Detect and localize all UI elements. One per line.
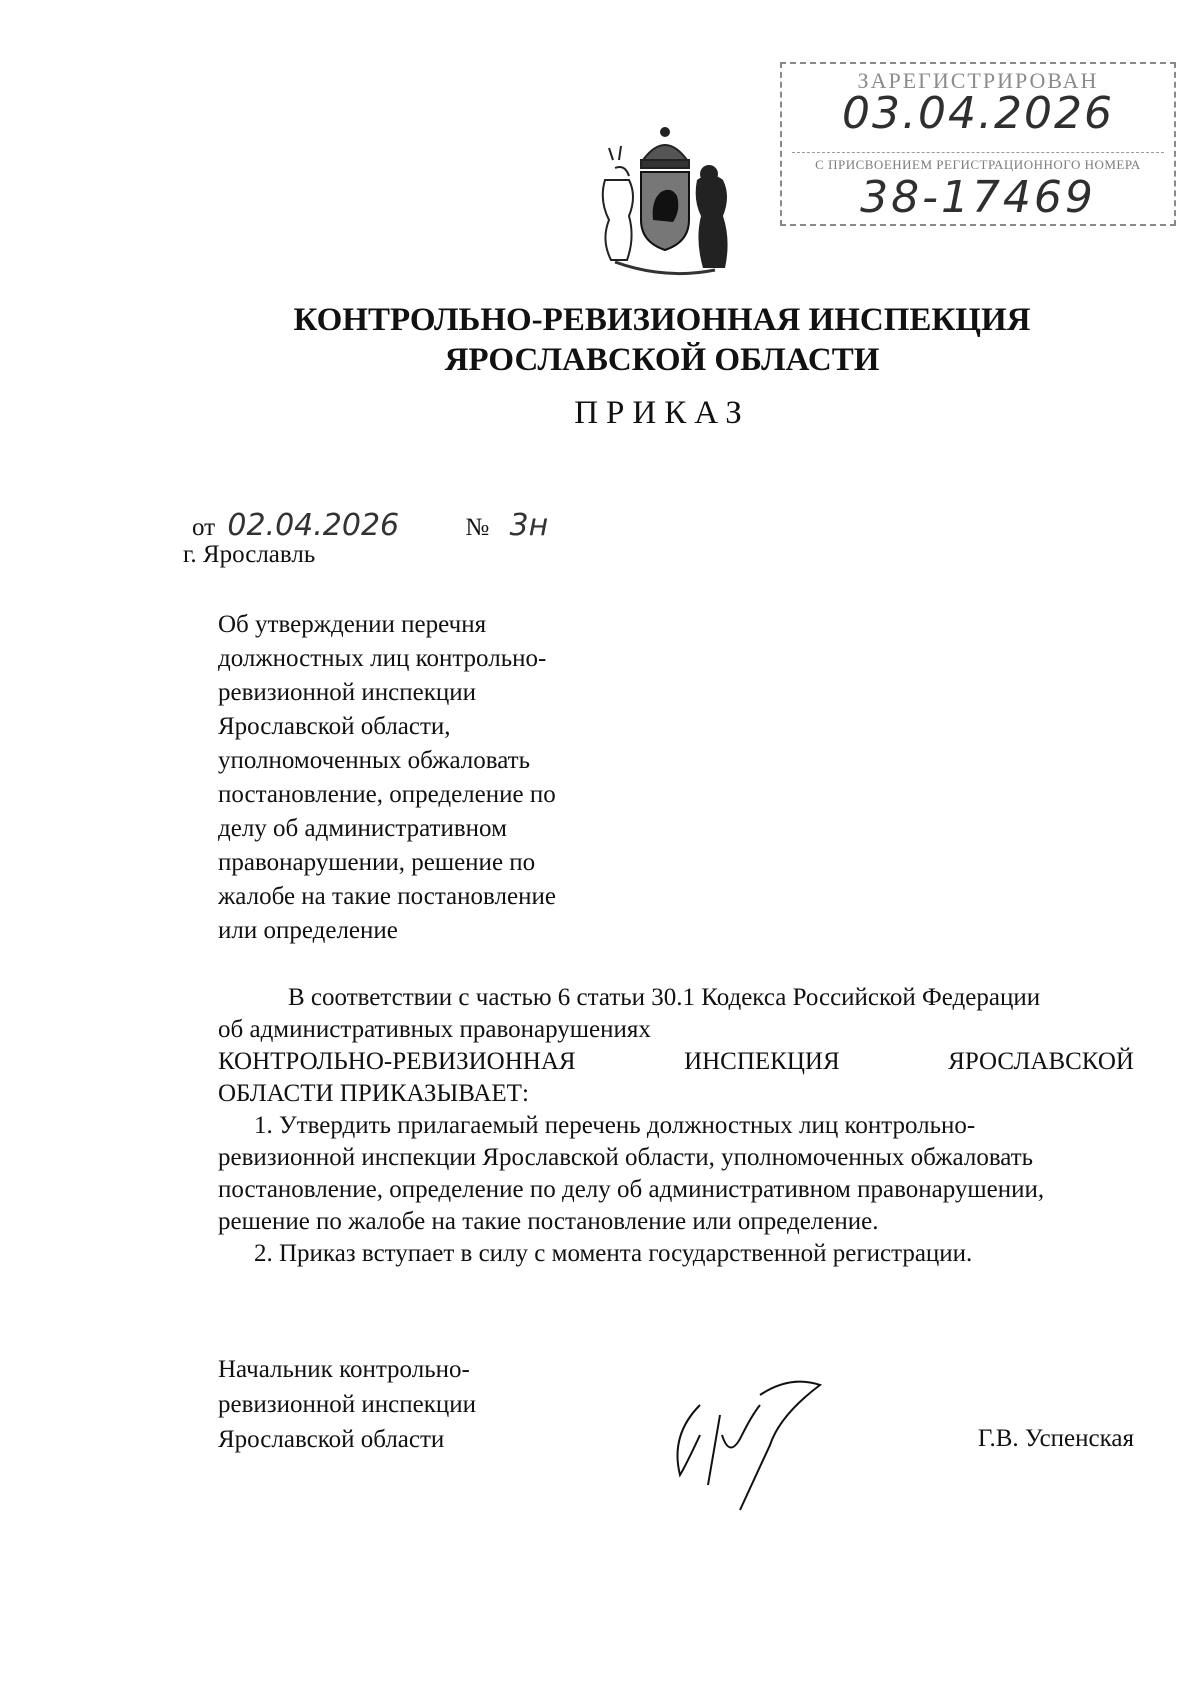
subject-line: жалобе на такие постановление xyxy=(218,883,556,910)
order-number: 3н xyxy=(509,508,549,543)
item2-line: 2. Приказ вступает в силу с момента государственной регистрации. xyxy=(254,1240,973,1267)
coat-of-arms-icon xyxy=(585,120,745,280)
registration-stamp xyxy=(780,62,1176,226)
stamp-title: ЗАРЕГИСТРИРОВАН xyxy=(857,68,1099,93)
subject-line: ревизионной инспекции xyxy=(218,679,477,706)
item1-line3: постановление, определение по делу об административном правонарушении, xyxy=(218,1176,1045,1203)
position-line: Начальник контрольно- xyxy=(218,1356,470,1383)
stamp-registration-number: 38-17469 xyxy=(860,172,1096,223)
subject-line: правонарушении, решение по xyxy=(218,849,536,876)
subject-line: делу об административном xyxy=(218,815,507,842)
subject-line: постановление, определение по xyxy=(218,781,556,808)
subject-line: уполномоченных обжаловать xyxy=(218,747,530,774)
handwritten-signature xyxy=(660,1375,830,1515)
number-label: № xyxy=(465,514,490,541)
org-word: ИНСПЕКЦИЯ xyxy=(684,1048,840,1075)
order-date: 02.04.2026 xyxy=(227,508,400,543)
body-org-line xyxy=(218,1046,1134,1078)
order-body xyxy=(218,982,1134,1270)
stamp-divider xyxy=(792,152,1164,153)
position-line: ревизионной инспекции xyxy=(218,1391,477,1418)
position-line: Ярославской области xyxy=(218,1426,445,1453)
body-intro-line2: об административных правонарушениях xyxy=(218,1016,651,1043)
order-subject xyxy=(218,608,598,948)
item1-line1: 1. Утвердить прилагаемый перечень должностных лиц контрольно- xyxy=(254,1112,976,1139)
subject-line: должностных лиц контрольно- xyxy=(218,645,547,672)
stamp-date: 03.04.2026 xyxy=(842,88,1114,139)
organization-name-line2: ЯРОСЛАВСКОЙ ОБЛАСТИ xyxy=(444,342,880,378)
org-word: КОНТРОЛЬНО-РЕВИЗИОННАЯ xyxy=(218,1048,576,1075)
organization-name-line1: КОНТРОЛЬНО-РЕВИЗИОННАЯ ИНСПЕКЦИЯ xyxy=(293,302,1031,338)
organization-heading xyxy=(0,300,1200,380)
subject-line: или определение xyxy=(218,917,398,944)
signatory-name: Г.В. Успенская xyxy=(977,1425,1134,1452)
order-date-line xyxy=(192,508,548,543)
document-type: ПРИКАЗ xyxy=(574,395,750,431)
stamp-subtitle: С ПРИСВОЕНИЕМ РЕГИСТРАЦИОННОГО НОМЕРА xyxy=(815,157,1141,172)
body-orders-line: ОБЛАСТИ ПРИКАЗЫВАЕТ: xyxy=(218,1080,529,1107)
org-word: ЯРОСЛАВСКОЙ xyxy=(948,1048,1134,1075)
body-intro-line1: В соответствии с частью 6 статьи 30.1 Кодекса Российской Федерации xyxy=(288,984,1041,1011)
subject-line: Об утверждении перечня xyxy=(218,611,487,638)
item1-line4: решение по жалобе на такие постановление или определение. xyxy=(218,1208,879,1235)
subject-line: Ярославской области, xyxy=(218,713,451,740)
order-city: г. Ярославль xyxy=(183,541,316,568)
signatory-position xyxy=(218,1352,476,1457)
item1-line2: ревизионной инспекции Ярославской области, уполномоченных обжаловать xyxy=(218,1144,1034,1171)
from-label: от xyxy=(192,514,216,541)
